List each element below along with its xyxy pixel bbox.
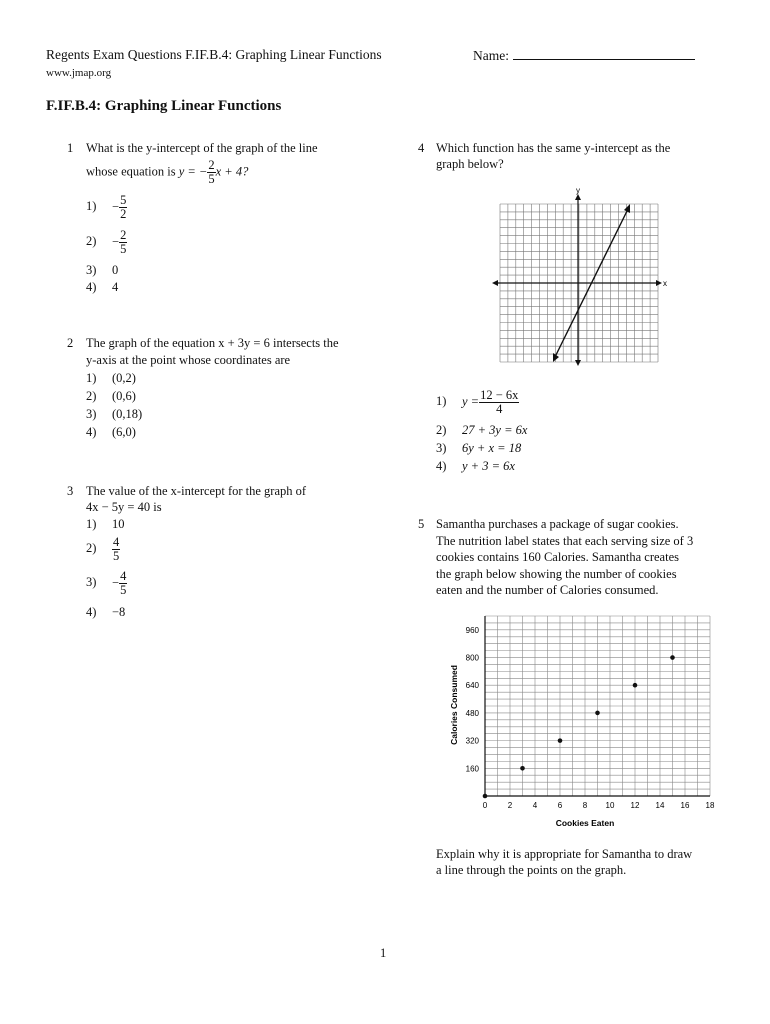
y-tick-labels bbox=[466, 626, 480, 773]
data-point bbox=[670, 655, 675, 660]
question-text: y-axis at the point whose coordinates are bbox=[86, 353, 291, 367]
x-tick-label: 16 bbox=[680, 801, 690, 810]
answer-option bbox=[86, 229, 127, 256]
explain-prompt-line: Explain why it is appropriate for Samantha to draw bbox=[436, 847, 693, 861]
data-point bbox=[633, 683, 638, 688]
option-text: 4 bbox=[112, 280, 119, 294]
fraction-denominator: 4 bbox=[496, 402, 503, 416]
x-tick-label: 8 bbox=[582, 801, 588, 810]
x-axis-arrow bbox=[656, 280, 662, 286]
option-sign: − bbox=[112, 199, 120, 214]
option-sign: − bbox=[112, 234, 120, 249]
question-text-line: Samantha purchases a package of sugar cookies. bbox=[436, 517, 679, 531]
y-axis-arrow bbox=[575, 360, 581, 366]
option-text: −8 bbox=[112, 605, 126, 619]
name-field bbox=[473, 47, 695, 64]
fraction-numerator: 2 bbox=[208, 158, 215, 172]
fraction-numerator: 2 bbox=[120, 228, 127, 242]
option-fraction bbox=[119, 229, 127, 256]
option-number: 2) bbox=[86, 234, 97, 249]
answer-option bbox=[86, 371, 136, 386]
option-number: 1) bbox=[436, 394, 447, 409]
answer-option bbox=[86, 517, 125, 532]
fraction-denominator: 5 bbox=[113, 549, 120, 563]
y-tick-label: 160 bbox=[465, 764, 479, 774]
answer-option bbox=[86, 389, 136, 404]
option-number: 4) bbox=[436, 459, 447, 473]
option-number: 3) bbox=[86, 407, 97, 421]
x-tick-label: 10 bbox=[605, 801, 615, 810]
fraction-numerator: 4 bbox=[113, 535, 120, 549]
calories-scatter-chart bbox=[440, 610, 730, 835]
fraction-numerator: 5 bbox=[120, 193, 127, 207]
data-point bbox=[520, 766, 525, 771]
answer-option bbox=[436, 459, 515, 474]
answer-option bbox=[86, 605, 125, 620]
fraction-denominator: 2 bbox=[120, 207, 127, 221]
option-text: 10 bbox=[112, 517, 125, 531]
option-text: 0 bbox=[112, 263, 119, 277]
option-number: 1) bbox=[86, 517, 97, 531]
question-text: Which function has the same y-intercept as the bbox=[436, 141, 671, 155]
option-fraction bbox=[479, 389, 519, 416]
option-number: 1) bbox=[86, 371, 97, 385]
option-text: (0,18) bbox=[112, 407, 143, 421]
y-tick-label: 640 bbox=[465, 681, 479, 691]
x-tick-label: 0 bbox=[482, 801, 488, 810]
option-number: 1) bbox=[86, 199, 97, 214]
question-text: 4x − 5y = 40 is bbox=[86, 500, 162, 514]
equation-prefix: whose equation is bbox=[86, 164, 176, 179]
option-fraction bbox=[119, 570, 127, 597]
answer-option bbox=[86, 263, 118, 278]
option-number: 4) bbox=[86, 425, 97, 439]
option-number: 2) bbox=[86, 541, 97, 556]
answer-option bbox=[86, 407, 142, 422]
fraction-numerator: 12 − 6x bbox=[480, 388, 519, 402]
fraction-denominator: 5 bbox=[120, 242, 127, 256]
answer-option bbox=[436, 423, 527, 438]
option-fraction bbox=[119, 194, 127, 221]
question-number: 1 bbox=[67, 141, 74, 155]
fraction-denominator: 5 bbox=[208, 172, 215, 186]
y-axis-label: y bbox=[576, 186, 580, 195]
answer-option bbox=[86, 194, 127, 221]
question-text: The graph of the equation x + 3y = 6 intersects the bbox=[86, 336, 339, 350]
question-text-line: eaten and the number of Calories consumed. bbox=[436, 583, 659, 597]
data-point bbox=[483, 794, 488, 799]
chart-grid bbox=[485, 616, 710, 796]
answer-option bbox=[86, 280, 118, 295]
option-number: 4) bbox=[86, 605, 97, 619]
name-label: Name: bbox=[473, 48, 509, 63]
answer-option bbox=[436, 441, 521, 456]
option-lhs: y = bbox=[462, 394, 480, 409]
document-header-title: Regents Exam Questions F.IF.B.4: Graphing Linear Functions bbox=[46, 47, 382, 62]
question-number: 2 bbox=[67, 336, 74, 350]
x-tick-label: 4 bbox=[532, 801, 538, 810]
equation-fraction bbox=[207, 159, 215, 186]
option-number: 2) bbox=[86, 389, 97, 403]
question-number: 5 bbox=[418, 517, 425, 531]
option-number: 3) bbox=[86, 263, 97, 277]
question-text: The value of the x-intercept for the graph of bbox=[86, 484, 307, 498]
x-axis-arrow bbox=[492, 280, 498, 286]
question-text: graph below? bbox=[436, 157, 504, 171]
data-point bbox=[595, 711, 600, 716]
x-axis-label: x bbox=[663, 279, 667, 288]
coordinate-grid-graph bbox=[490, 186, 670, 370]
question-text: What is the y-intercept of the graph of the line bbox=[86, 141, 318, 155]
x-tick-label: 18 bbox=[705, 801, 715, 810]
option-text: 27 + 3y = 6x bbox=[462, 423, 528, 437]
answer-option bbox=[86, 536, 120, 563]
x-tick-label: 2 bbox=[507, 801, 513, 810]
option-sign: − bbox=[112, 575, 120, 590]
option-number: 4) bbox=[86, 280, 97, 294]
y-tick-label: 960 bbox=[465, 625, 479, 635]
x-tick-label: 14 bbox=[655, 801, 665, 810]
data-point bbox=[558, 738, 563, 743]
option-text: (6,0) bbox=[112, 425, 136, 439]
equation-rhs: x + 4? bbox=[215, 164, 249, 179]
x-tick-label: 12 bbox=[630, 801, 640, 810]
equation-lhs: y = − bbox=[178, 164, 208, 179]
name-blank-line bbox=[513, 47, 695, 60]
answer-option bbox=[86, 425, 136, 440]
explain-prompt-line: a line through the points on the graph. bbox=[436, 863, 627, 877]
option-number: 3) bbox=[436, 441, 447, 455]
question-text-line: The nutrition label states that each serving size of 3 bbox=[436, 534, 694, 548]
option-text: 6y + x = 18 bbox=[462, 441, 522, 455]
document-header-url: www.jmap.org bbox=[46, 67, 112, 79]
option-fraction bbox=[112, 536, 120, 563]
question-number: 4 bbox=[418, 141, 425, 155]
y-tick-label: 480 bbox=[465, 708, 479, 718]
y-tick-label: 800 bbox=[465, 653, 479, 663]
question-text-line: cookies contains 160 Calories. Samantha creates bbox=[436, 550, 679, 564]
page-title: F.IF.B.4: Graphing Linear Functions bbox=[46, 98, 282, 114]
x-tick-labels bbox=[483, 801, 715, 810]
answer-option bbox=[436, 389, 519, 416]
y-axis-label: Calories Consumed bbox=[449, 665, 459, 745]
answer-option bbox=[86, 570, 127, 597]
option-number: 2) bbox=[436, 423, 447, 437]
option-text: (0,6) bbox=[112, 389, 136, 403]
question-text-line: the graph below showing the number of cookies bbox=[436, 567, 677, 581]
page-number: 1 bbox=[380, 946, 387, 960]
option-text: y + 3 = 6x bbox=[462, 459, 515, 473]
fraction-denominator: 5 bbox=[120, 583, 127, 597]
question-number: 3 bbox=[67, 484, 74, 498]
option-number: 3) bbox=[86, 575, 97, 590]
y-tick-label: 320 bbox=[465, 736, 479, 746]
option-text: (0,2) bbox=[112, 371, 136, 385]
question-equation bbox=[86, 159, 248, 186]
x-axis-label: Cookies Eaten bbox=[555, 818, 615, 828]
x-tick-label: 6 bbox=[557, 801, 563, 810]
fraction-numerator: 4 bbox=[120, 569, 127, 583]
